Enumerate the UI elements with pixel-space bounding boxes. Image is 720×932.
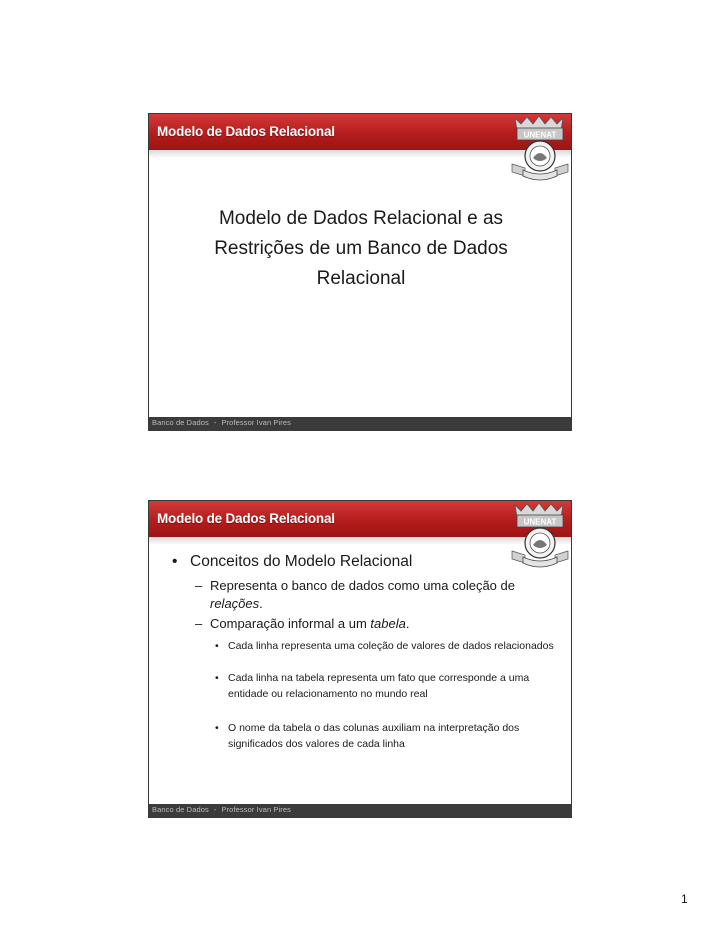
slide-header-title: Modelo de Dados Relacional xyxy=(157,124,335,139)
footer-course: Banco de Dados xyxy=(152,418,209,427)
footer-text xyxy=(152,805,291,814)
slide-title-line-3: Relacional xyxy=(316,268,406,289)
text-run: Representa o banco de dados como uma coleção de xyxy=(210,578,515,593)
footer-professor: Professor Ivan Pires xyxy=(221,805,291,814)
footer-separator: - xyxy=(213,418,217,427)
footer-professor: Professor Ivan Pires xyxy=(221,418,291,427)
slide-title xyxy=(179,204,543,294)
emphasis-text: relações xyxy=(210,596,260,611)
footer-text xyxy=(152,418,291,427)
slide-title-line-2: Restrições de um Banco de Dados xyxy=(214,238,508,259)
bullet-level-3-item xyxy=(215,639,555,655)
slide-2 xyxy=(148,500,572,818)
bullet-dot-icon: • xyxy=(215,640,219,652)
slide-header xyxy=(149,114,571,150)
bullet-level-2-item xyxy=(195,577,555,613)
bullet-level-2-text xyxy=(195,577,555,613)
text-run: . xyxy=(259,596,263,611)
unemat-seal-logo-icon xyxy=(509,501,569,569)
bullet-dot-icon: • xyxy=(172,553,178,570)
bullet-level-3-text: O nome da tabela o das colunas auxiliam na interpretação dos significados dos valores de cada linha xyxy=(228,722,520,750)
header-shadow xyxy=(149,537,571,545)
slide-1 xyxy=(148,113,572,431)
bullet-level-3-item xyxy=(215,721,555,752)
slide-header xyxy=(149,501,571,537)
text-run: Comparação informal a um xyxy=(210,616,371,631)
header-shadow xyxy=(149,150,571,158)
footer-separator: - xyxy=(213,805,217,814)
bullet-dot-icon: • xyxy=(215,722,219,734)
dash-marker-icon: – xyxy=(195,578,203,593)
bullet-level-3-item xyxy=(215,671,555,702)
slide-title-line-1: Modelo de Dados Relacional e as xyxy=(218,208,504,229)
bullet-level-3-text: Cada linha na tabela representa um fato que corresponde a uma entidade ou relacionamento no mundo real xyxy=(228,672,530,700)
slide-footer xyxy=(149,417,571,430)
bullet-level-1-text: Conceitos do Modelo Relacional xyxy=(190,553,413,570)
footer-course: Banco de Dados xyxy=(152,805,209,814)
logo-text: UNENAT xyxy=(523,517,557,527)
logo-text: UNENAT xyxy=(523,130,557,140)
unemat-seal-logo-icon xyxy=(509,114,569,182)
slide-footer xyxy=(149,804,571,817)
page-number: 1 xyxy=(681,892,688,906)
bullet-level-2-text xyxy=(195,615,555,633)
dash-marker-icon: – xyxy=(195,616,203,631)
emphasis-text: tabela xyxy=(370,616,406,631)
bullet-dot-icon: • xyxy=(215,672,219,684)
slide-header-title: Modelo de Dados Relacional xyxy=(157,511,335,526)
bullet-level-1 xyxy=(172,553,412,571)
bullet-level-3-text: Cada linha representa uma coleção de valores de dados relacionados xyxy=(228,640,554,652)
bullet-level-2-item xyxy=(195,615,555,633)
text-run: . xyxy=(405,616,410,631)
